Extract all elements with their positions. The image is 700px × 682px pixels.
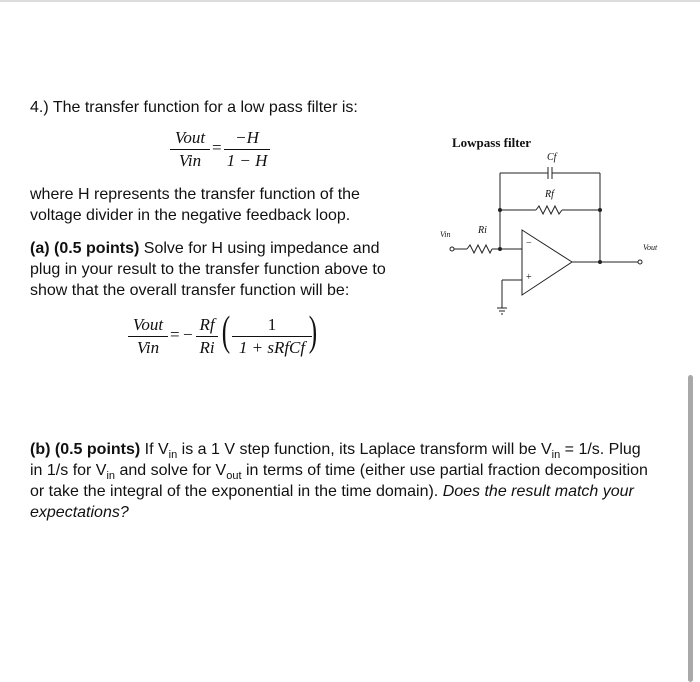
circuit-title: Lowpass filter — [452, 135, 532, 150]
result-minus-sign: − — [183, 325, 193, 344]
tf-lhs-denominator: Vin — [178, 151, 202, 170]
part-b-label: (b) (0.5 points) — [30, 441, 141, 458]
inner-fraction — [232, 315, 312, 358]
part-a-text-1: Solve for H using impedance and — [139, 240, 380, 257]
vin-label: Vin — [440, 230, 451, 239]
vin-terminal — [450, 247, 454, 251]
part-a-line-2: plug in your result to the transfer function above to — [30, 261, 386, 278]
rf-resistor — [536, 206, 562, 214]
tf-rhs-fraction — [224, 128, 270, 171]
result-lhs-numerator: Vout — [132, 315, 164, 334]
rf-label: Rf — [545, 189, 554, 200]
top-border — [0, 0, 700, 2]
ri-denominator: Ri — [199, 338, 215, 357]
result-lhs-fraction — [128, 315, 168, 358]
problem-heading: 4.) The transfer function for a low pass filter is: — [30, 99, 358, 116]
ri-resistor — [467, 245, 492, 253]
op-amp-inverting-sign: − — [526, 238, 532, 249]
tf-rhs-denominator: 1 − H — [226, 151, 268, 170]
result-lhs-denominator: Vin — [136, 338, 160, 357]
where-line-1: where H represents the transfer function of the — [30, 186, 360, 203]
where-line-2: voltage divider in the negative feedback loop. — [30, 207, 351, 224]
tf-lhs-fraction — [170, 128, 210, 171]
vout-label: Vout — [643, 243, 658, 252]
part-a-label: (a) (0.5 points) — [30, 240, 140, 257]
inner-denominator: 1 + sRfCf — [238, 338, 306, 357]
tf-lhs-numerator: Vout — [174, 128, 206, 147]
rf-numerator: Rf — [199, 315, 215, 334]
rf-over-ri-fraction — [196, 315, 218, 358]
op-amp-noninverting-sign: + — [526, 272, 532, 283]
left-paren: ( — [221, 309, 231, 355]
part-a-line-3: show that the overall transfer function will be: — [30, 282, 350, 299]
vertical-scrollbar[interactable] — [688, 375, 693, 682]
lowpass-filter-circuit — [440, 130, 670, 320]
ri-label: Ri — [478, 225, 487, 236]
tf-rhs-numerator: −H — [235, 128, 259, 147]
right-paren: ) — [308, 309, 318, 355]
vout-terminal — [638, 260, 642, 264]
part-b-line-1: (b) (0.5 points) If $V_{in}$ is a 1 V step function, its Laplace transform will be $V_{in} = 1/s$. Plug — [30, 441, 641, 462]
part-b-line-4: expectations? — [30, 504, 129, 521]
part-a-line-1 — [30, 238, 379, 259]
inner-numerator: 1 — [267, 315, 277, 334]
cf-label: Cf — [547, 152, 557, 163]
part-b-line-3: or take the integral of the exponential in the time domain). Does the result match your — [30, 483, 634, 500]
result-equals-sign: = — [170, 325, 180, 344]
equals-sign: = — [212, 138, 222, 157]
part-b-line-2: in 1/s for $V_{in}$ and solve for $V_{out}$ in terms of time (either use partial fraction decomposition — [30, 462, 648, 483]
